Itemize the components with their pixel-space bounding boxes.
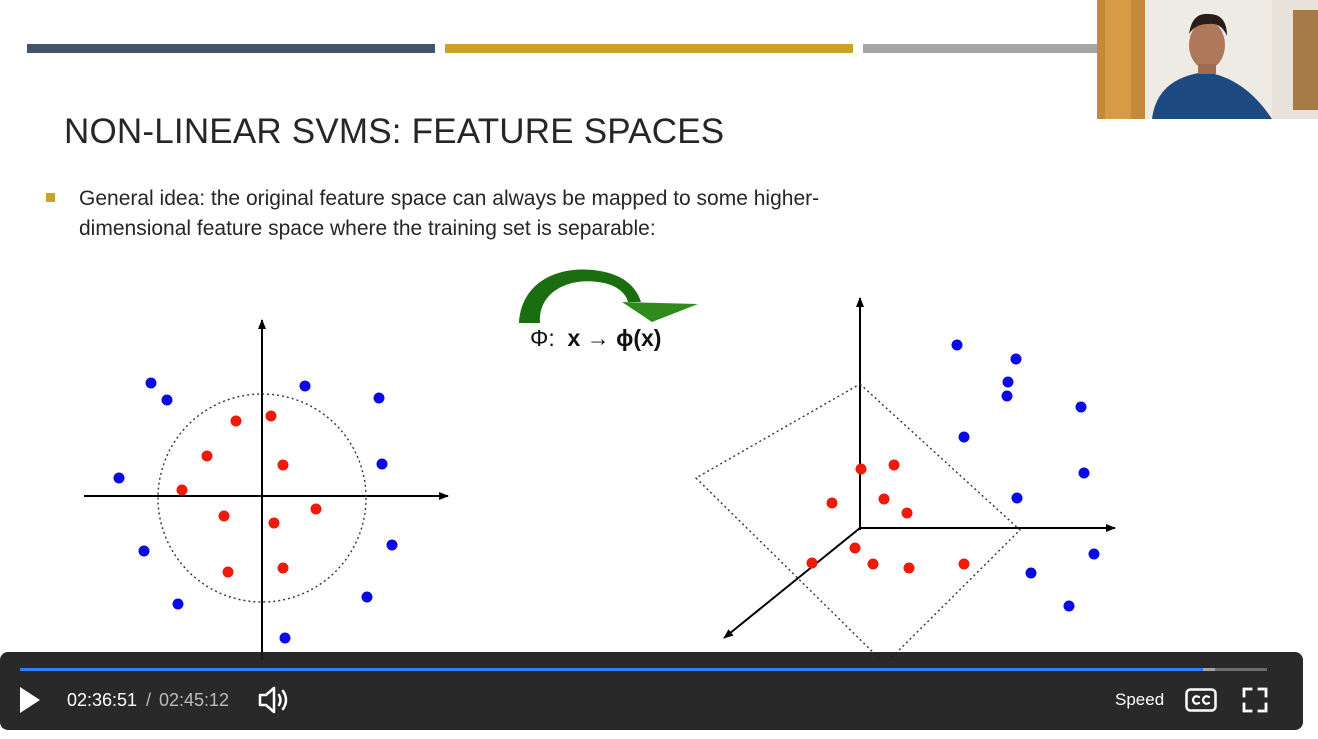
input-space-plot <box>84 320 448 660</box>
point <box>377 459 388 470</box>
progress-played <box>20 668 1203 671</box>
point <box>114 473 125 484</box>
bullet-marker <box>46 193 55 202</box>
bullet-text: General idea: the original feature space can always be mapped to some higher-dimensional feature space where the training set is separable: <box>79 187 820 240</box>
point <box>162 395 173 406</box>
y-axis-3d <box>724 528 860 638</box>
point <box>387 540 398 551</box>
feature-space-plot <box>696 298 1115 660</box>
point <box>856 464 867 475</box>
volume-button[interactable] <box>257 685 291 715</box>
phi-x-function: ϕ(x) <box>616 325 662 351</box>
point <box>231 416 242 427</box>
maps-to-arrow: → <box>586 325 610 351</box>
mapping-label <box>530 325 661 352</box>
point <box>1012 493 1023 504</box>
point <box>879 494 890 505</box>
progress-bar[interactable] <box>20 668 1267 671</box>
point <box>959 559 970 570</box>
point <box>1026 568 1037 579</box>
point <box>173 599 184 610</box>
point <box>278 460 289 471</box>
feature-space-diagram <box>0 260 1318 660</box>
accent-bar-gray <box>863 44 1103 53</box>
point <box>300 381 311 392</box>
video-player-controls <box>0 652 1303 730</box>
point <box>1011 354 1022 365</box>
current-time: 02:36:51 <box>67 690 138 710</box>
point <box>902 508 913 519</box>
point <box>904 563 915 574</box>
point <box>362 592 373 603</box>
phi-symbol: Φ: <box>530 325 555 351</box>
point <box>1079 468 1090 479</box>
point <box>269 518 280 529</box>
closed-captions-button[interactable] <box>1185 688 1217 712</box>
separating-plane <box>696 384 1020 660</box>
point <box>959 432 970 443</box>
point <box>1076 402 1087 413</box>
point <box>1064 601 1075 612</box>
point <box>889 460 900 471</box>
slide-title: NON-LINEAR SVMS: FEATURE SPACES <box>64 112 725 151</box>
time-separator: / <box>146 690 152 710</box>
point <box>219 511 230 522</box>
point <box>146 378 157 389</box>
closed-captions-icon <box>1185 688 1217 712</box>
accent-bar-dark <box>27 44 435 53</box>
point <box>868 559 879 570</box>
point <box>266 411 277 422</box>
point <box>177 485 188 496</box>
point <box>374 393 385 404</box>
point <box>278 563 289 574</box>
point <box>280 633 291 644</box>
mapping-arrow-icon <box>519 270 698 323</box>
play-icon <box>18 685 42 715</box>
fullscreen-icon <box>1241 686 1269 714</box>
speed-button[interactable]: Speed <box>1115 690 1165 709</box>
red-points-3d <box>807 460 970 574</box>
point <box>1089 549 1100 560</box>
point <box>139 546 150 557</box>
point <box>952 340 963 351</box>
point <box>202 451 213 462</box>
blue-points <box>114 378 398 644</box>
play-button[interactable] <box>18 685 42 715</box>
x-variable: x <box>567 325 581 351</box>
fullscreen-button[interactable] <box>1241 686 1269 714</box>
red-points <box>177 411 322 578</box>
webcam-feed <box>1097 0 1318 119</box>
point <box>311 504 322 515</box>
point <box>807 558 818 569</box>
total-time: 02:45:12 <box>159 690 230 710</box>
blue-points-3d <box>952 340 1100 612</box>
volume-icon <box>257 685 291 715</box>
point <box>827 498 838 509</box>
point <box>1002 391 1013 402</box>
point <box>850 543 861 554</box>
accent-bar-gold <box>445 44 853 53</box>
point <box>1003 377 1014 388</box>
point <box>223 567 234 578</box>
